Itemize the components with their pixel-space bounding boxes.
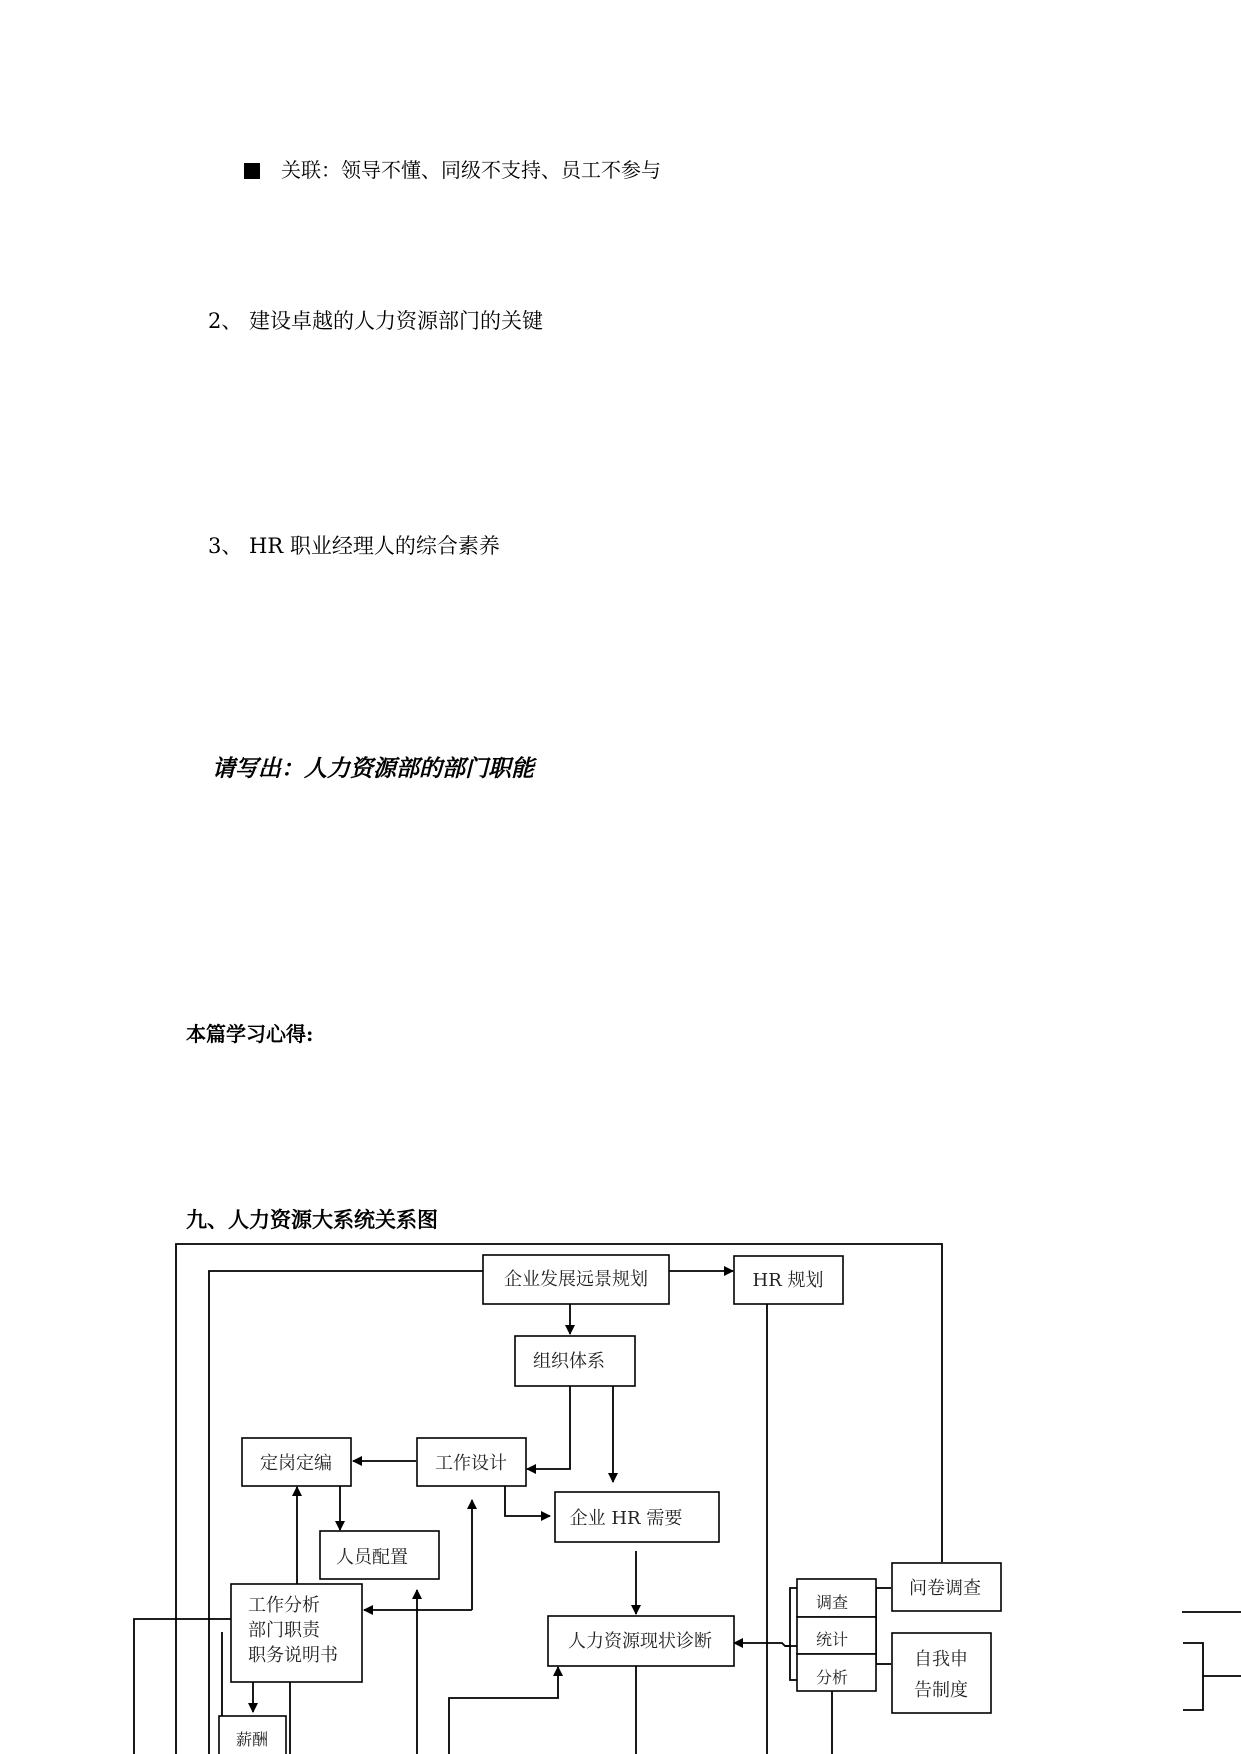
job-design-label: 工作设计 <box>435 1453 507 1474</box>
hr-plan-label: HR 规划 <box>752 1270 824 1291</box>
survey-label: 调查 <box>815 1593 849 1612</box>
study-notes-label: 本篇学习心得: <box>186 1022 314 1046</box>
statistics-label: 统计 <box>815 1630 849 1649</box>
list-item-3: 3、 HR 职业经理人的综合素养 <box>208 534 500 558</box>
job-analysis-label-3: 职务说明书 <box>248 1645 338 1666</box>
self-report-box <box>892 1633 991 1713</box>
job-analysis-label-1: 工作分析 <box>248 1595 320 1616</box>
diagnosis-label: 人力资源现状诊断 <box>568 1631 712 1652</box>
job-analysis-label-2: 部门职责 <box>248 1620 320 1641</box>
post-staffing-label: 定岗定编 <box>260 1453 332 1474</box>
self-report-label-1: 自我申 <box>914 1649 968 1670</box>
self-report-label-2: 告制度 <box>914 1680 968 1701</box>
questionnaire-label: 问卷调查 <box>909 1578 981 1599</box>
staff-allocation-label: 人员配置 <box>336 1547 408 1568</box>
bullet-item-text: 关联：领导不懂、同级不支持、员工不参与 <box>281 158 661 182</box>
analysis-label: 分析 <box>815 1668 849 1687</box>
section-title: 九、人力资源大系统关系图 <box>186 1208 438 1232</box>
salary-label: 薪酬 <box>235 1730 269 1749</box>
hr-demand-label: 企业 HR 需要 <box>569 1508 683 1529</box>
list-item-2: 2、 建设卓越的人力资源部门的关键 <box>208 309 544 333</box>
vision-label: 企业发展远景规划 <box>504 1269 648 1290</box>
prompt-heading: 请写出：人力资源部的部门职能 <box>212 755 534 782</box>
org-system-label: 组织体系 <box>533 1351 605 1372</box>
